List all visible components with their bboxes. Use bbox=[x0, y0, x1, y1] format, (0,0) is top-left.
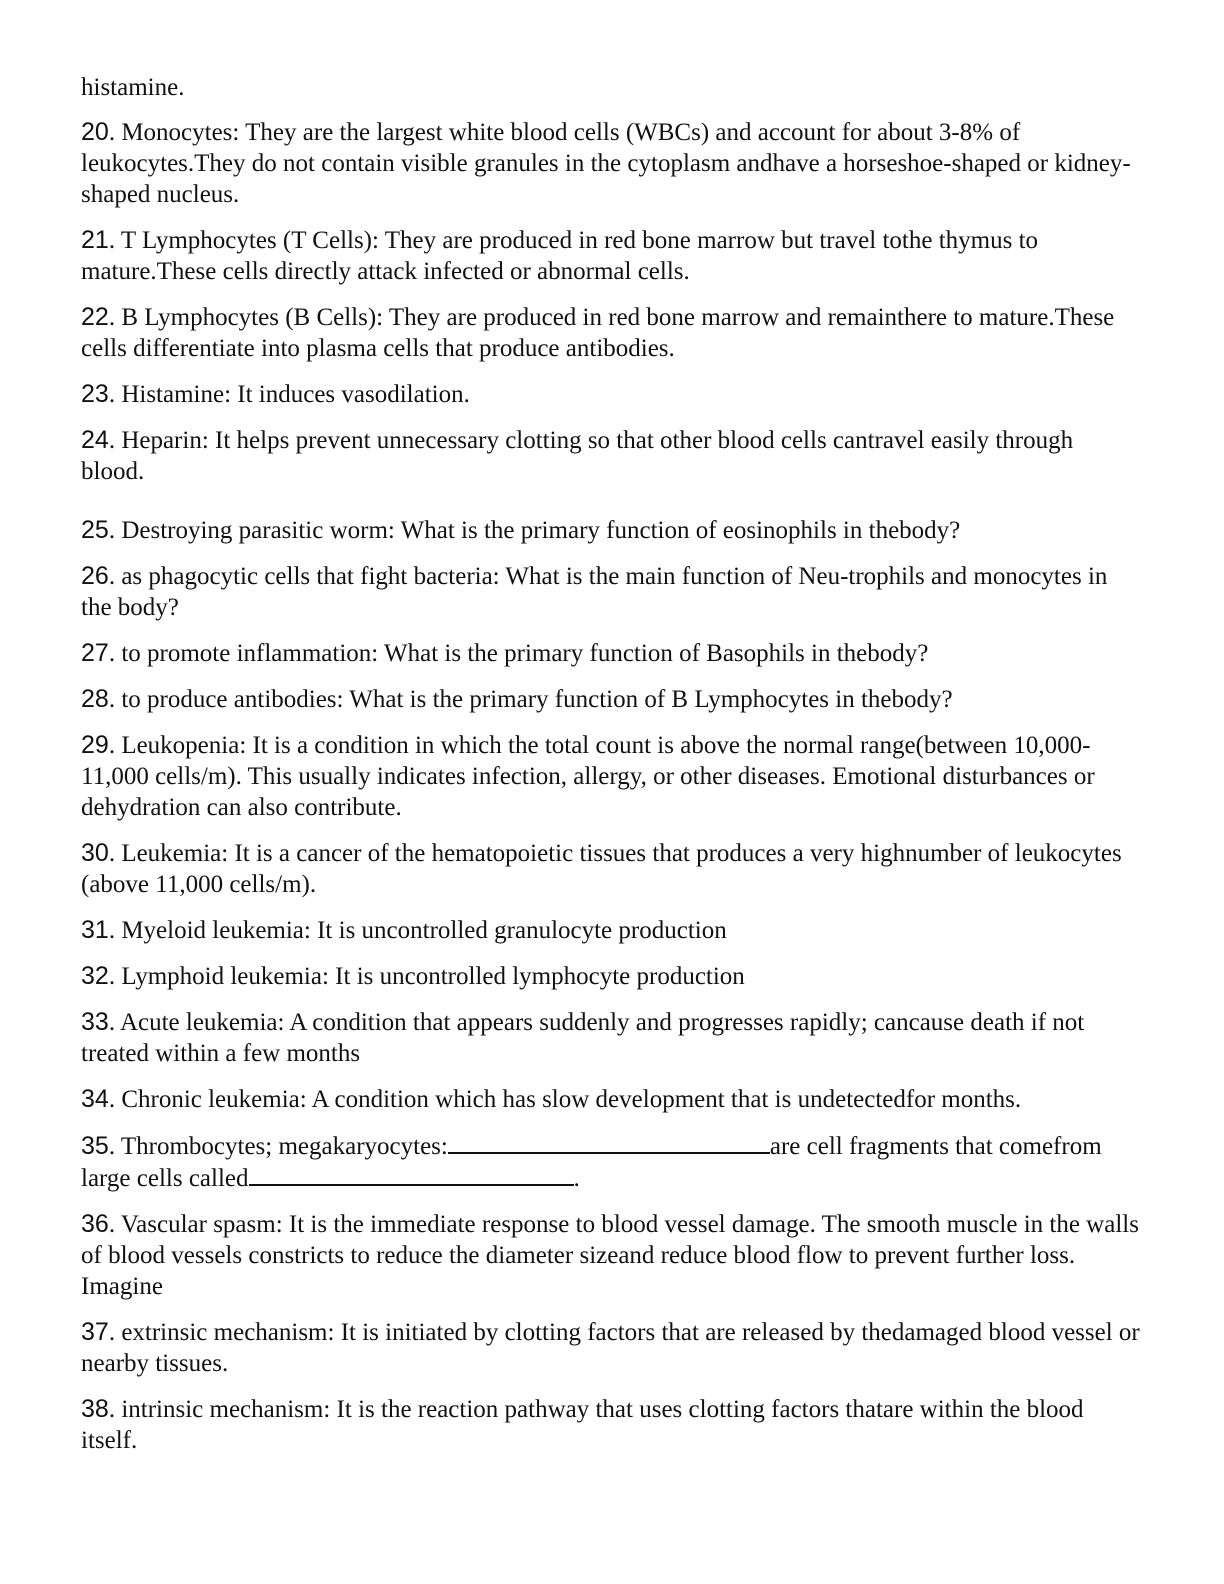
entry-text: Leukopenia: It is a condition in which the total count is above the normal range(between 10,000-11,000 cells/m). This usually indicates infection, allergy, or other diseases. Emotional disturbances or dehydration can also contribute. bbox=[81, 732, 1095, 821]
entry-27: 27. to promote inflammation: What is the primary function of Basophils in thebody? bbox=[81, 639, 929, 667]
entry-text: Heparin: It helps prevent unnecessary clotting so that other blood cells cantravel easily through blood. bbox=[81, 427, 1074, 485]
entry-number: 30 bbox=[81, 839, 109, 867]
entry-21: 21. T Lymphocytes (T Cells): They are produced in red bone marrow but travel tothe thymus to mature.These cells directly attack infected or abnormal cells. bbox=[81, 226, 1039, 285]
entry-23: 23. Histamine: It induces vasodilation. bbox=[81, 380, 470, 408]
entry-number: 22 bbox=[81, 303, 109, 331]
entry-text: intrinsic mechanism: It is the reaction pathway that uses clotting factors thatare within the blood itself. bbox=[81, 1396, 1084, 1454]
entry-20: 20. Monocytes: They are the largest white blood cells (WBCs) and account for about 3-8% of leukocytes.They do not contain visible granules in the cytoplasm andhave a horseshoe-shaped or kidney-shaped nucleus. bbox=[81, 118, 1131, 208]
entry-34: 34. Chronic leukemia: A condition which has slow development that is undetectedfor months. bbox=[81, 1085, 1022, 1113]
entry-number: 32 bbox=[81, 962, 109, 990]
entry-text: Acute leukemia: A condition that appears suddenly and progresses rapidly; cancause death if not treated within a few months bbox=[81, 1009, 1085, 1067]
entry-text: Vascular spasm: It is the immediate response to blood vessel damage. The smooth muscle in the walls of blood vessels constricts to reduce the diameter sizeand reduce blood flow to prevent further loss. Imagine bbox=[81, 1211, 1139, 1300]
entry-number: 33 bbox=[81, 1008, 109, 1036]
entry-38: 38. intrinsic mechanism: It is the reaction pathway that uses clotting factors thatare within the blood itself. bbox=[81, 1395, 1084, 1454]
entry-number: 36 bbox=[81, 1210, 109, 1238]
entry-number: 23 bbox=[81, 380, 109, 408]
entry-text: Histamine: It induces vasodilation. bbox=[121, 381, 470, 408]
entry-text: extrinsic mechanism: It is initiated by clotting factors that are released by thedamaged blood vessel or nearby tissues. bbox=[81, 1319, 1140, 1377]
entry-text: Destroying parasitic worm: What is the primary function of eosinophils in thebody? bbox=[121, 517, 961, 544]
entry-32: 32. Lymphoid leukemia: It is uncontrolled lymphocyte production bbox=[81, 962, 745, 990]
entry-text: Myeloid leukemia: It is uncontrolled granulocyte production bbox=[121, 917, 727, 944]
entry-28: 28. to produce antibodies: What is the primary function of B Lymphocytes in thebody? bbox=[81, 685, 953, 713]
entry-30: 30. Leukemia: It is a cancer of the hematopoietic tissues that produces a very highnumber of leukocytes (above 11,000 cells/m). bbox=[81, 839, 1122, 898]
entry-number: 24 bbox=[81, 426, 109, 454]
entry-number: 31 bbox=[81, 916, 109, 944]
fill-in-blank bbox=[448, 1130, 770, 1154]
document-page bbox=[81, 72, 1141, 1471]
entry-number: 20 bbox=[81, 118, 109, 146]
entry-number: 27 bbox=[81, 639, 109, 667]
entry-text: T Lymphocytes (T Cells): They are produced in red bone marrow but travel tothe thymus to mature.These cells directly attack infected or abnormal cells. bbox=[81, 227, 1039, 285]
entry-31: 31. Myeloid leukemia: It is uncontrolled granulocyte production bbox=[81, 916, 727, 944]
entry-26: 26. as phagocytic cells that fight bacteria: What is the main function of Neu-trophils and monocytes in the body? bbox=[81, 562, 1108, 621]
fill-in-blank bbox=[249, 1162, 574, 1186]
entry-number: 29 bbox=[81, 731, 109, 759]
entry-number: 25 bbox=[81, 516, 109, 544]
entry-22: 22. B Lymphocytes (B Cells): They are produced in red bone marrow and remainthere to mature.These cells differentiate into plasma cells that produce antibodies. bbox=[81, 303, 1115, 362]
entry-text: as phagocytic cells that fight bacteria: What is the main function of Neu-trophils and monocytes in the body? bbox=[81, 563, 1108, 621]
entry-number: 26 bbox=[81, 562, 109, 590]
continued-text: histamine. bbox=[81, 74, 185, 101]
entry-text: to promote inflammation: What is the primary function of Basophils in thebody? bbox=[121, 640, 929, 667]
entry-text: Monocytes: They are the largest white blood cells (WBCs) and account for about 3-8% of leukocytes.They do not contain visible granules in the cytoplasm andhave a horseshoe-shaped or kidney-shaped nucleus. bbox=[81, 119, 1131, 208]
entry-number: 38 bbox=[81, 1395, 109, 1423]
entry-text: B Lymphocytes (B Cells): They are produced in red bone marrow and remainthere to mature.These cells differentiate into plasma cells that produce antibodies. bbox=[81, 304, 1115, 362]
entry-24: 24. Heparin: It helps prevent unnecessary clotting so that other blood cells cantravel easily through blood. bbox=[81, 426, 1074, 485]
entry-number: 21 bbox=[81, 226, 109, 254]
entry-37: 37. extrinsic mechanism: It is initiated by clotting factors that are released by thedamaged blood vessel or nearby tissues. bbox=[81, 1318, 1140, 1377]
entry-text: are cell fragments that comefrom large cells called bbox=[81, 1133, 1102, 1192]
entry-text: Thrombocytes; megakaryocytes: bbox=[120, 1133, 448, 1160]
entry-35: 35. Thrombocytes; megakaryocytes: are cell fragments that comefrom large cells called . bbox=[81, 1132, 1102, 1192]
entry-number: 35 bbox=[81, 1132, 109, 1160]
entry-number: 37 bbox=[81, 1318, 109, 1346]
entry-33: 33. Acute leukemia: A condition that appears suddenly and progresses rapidly; cancause death if not treated within a few months bbox=[81, 1008, 1085, 1067]
entry-number: 28 bbox=[81, 685, 109, 713]
entry-text: Lymphoid leukemia: It is uncontrolled lymphocyte production bbox=[121, 963, 745, 990]
entry-text: to produce antibodies: What is the primary function of B Lymphocytes in thebody? bbox=[121, 686, 953, 713]
entry-number: 34 bbox=[81, 1085, 109, 1113]
entry-25: 25. Destroying parasitic worm: What is the primary function of eosinophils in thebody? bbox=[81, 516, 961, 544]
entry-36: 36. Vascular spasm: It is the immediate response to blood vessel damage. The smooth muscle in the walls of blood vessels constricts to reduce the diameter sizeand reduce blood flow to prevent further loss. Imagine bbox=[81, 1210, 1139, 1300]
entry-text: . bbox=[573, 1165, 580, 1192]
entry-29: 29. Leukopenia: It is a condition in which the total count is above the normal range(between 10,000-11,000 cells/m). This usually indicates infection, allergy, or other diseases. Emotional disturbances or dehydration can also contribute. bbox=[81, 731, 1095, 821]
entry-text: Leukemia: It is a cancer of the hematopoietic tissues that produces a very highnumber of leukocytes (above 11,000 cells/m). bbox=[81, 840, 1122, 898]
entry-text: Chronic leukemia: A condition which has slow development that is undetectedfor months. bbox=[121, 1086, 1022, 1113]
